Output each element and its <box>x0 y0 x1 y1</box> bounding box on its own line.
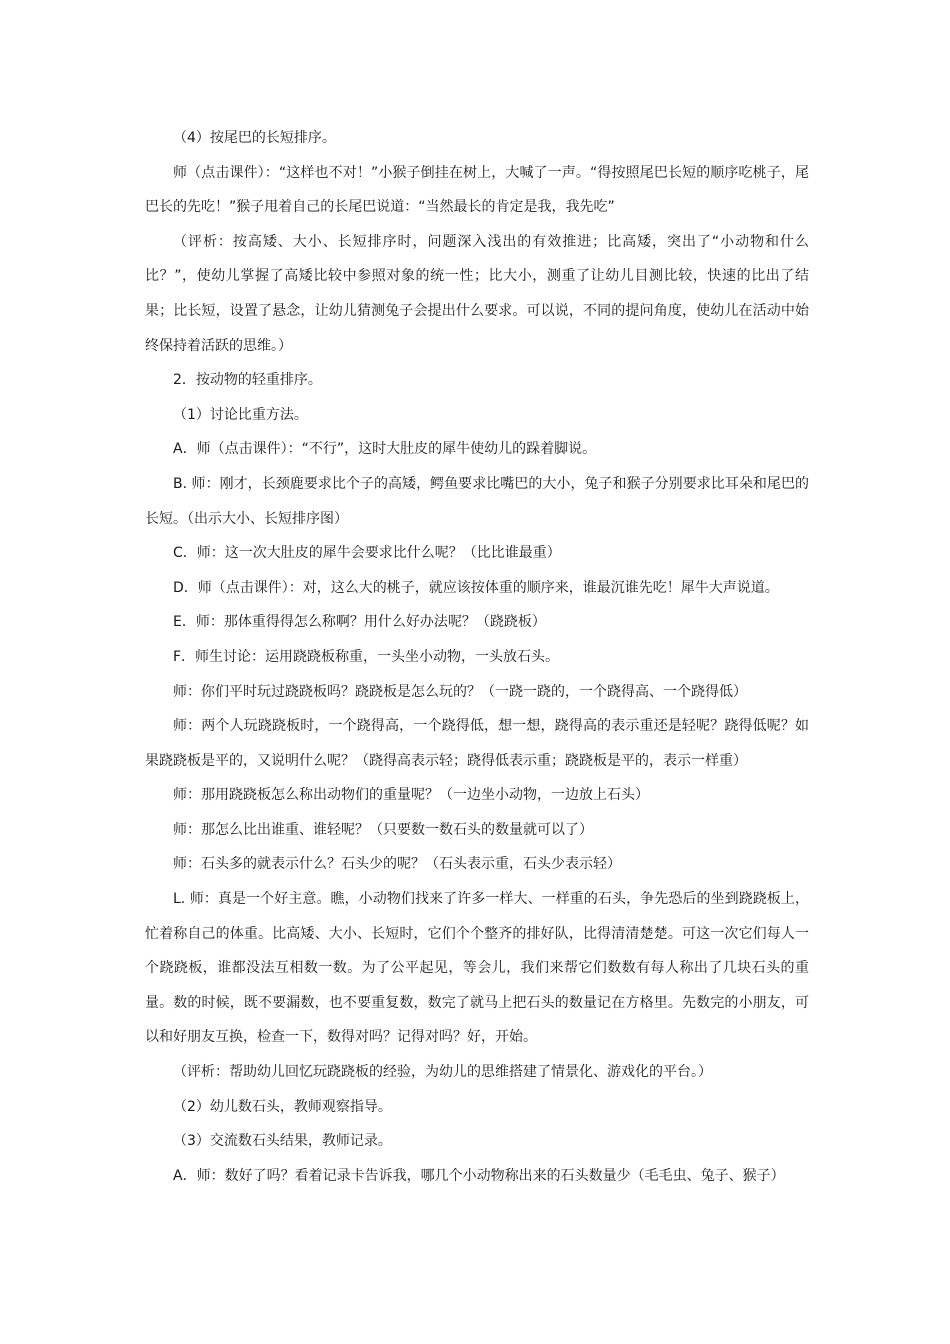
paragraph: 师：你们平时玩过跷跷板吗？跷跷板是怎么玩的？（一跷一跷的，一个跷得高、一个跷得低） <box>173 683 747 700</box>
paragraph: 2．按动物的轻重排序。 <box>173 372 322 389</box>
paragraph: A．师：数好了吗？看着记录卡告诉我，哪几个小动物称出来的石头数量少（毛毛虫、兔子、猴子） <box>173 1167 785 1184</box>
paragraph: L. 师：真是一个好主意。瞧，小动物们找来了许多一样大、一样重的石头，争先恐后的坐到跷跷板上，忙着称自己的体重。比高矮、大小、长短时，它们个个整齐的排好队，比得清清楚楚。可这一次它们每人一个跷跷板，谁都没法互相数一数。为了公平起见，等会儿，我们来帮它们数数有每人称出了几块石头的重量。数的时候，既不要漏数，也不要重复数，数完了就马上把石头的数量记在方格里。先数完的小朋友，可以和好朋友互换，检查一下，数得对吗？记得对吗？好，开始。 <box>145 891 809 1046</box>
paragraph: （1）讨论比重方法。 <box>173 406 308 423</box>
paragraph: 师（点击课件）：“这样也不对！”小猴子倒挂在树上，大喊了一声。“得按照尾巴长短的顺序吃桃子，尾巴长的先吃！”猴子甩着自己的长尾巴说道：“当然最长的肯定是我，我先吃” <box>145 164 809 216</box>
paragraph: F．师生讨论：运用跷跷板称重，一头坐小动物，一头放石头。 <box>173 648 560 665</box>
paragraph: （2）幼儿数石头，教师观察指导。 <box>173 1098 392 1115</box>
paragraph: 师：石头多的就表示什么？石头少的呢？（石头表示重，石头少表示轻） <box>173 856 621 873</box>
paragraph: D．师（点击课件）：对，这么大的桃子，就应该按体重的顺序来，谁最沉谁先吃！犀牛大声说道。 <box>173 579 779 596</box>
paragraph: （评析：按高矮、大小、长短排序时，问题深入浅出的有效推进；比高矮，突出了“小动物和什么比？”，使幼儿掌握了高矮比较中参照对象的统一性；比大小，测重了让幼儿目测比较，快速的比出了结果；比长短，设置了悬念，让幼儿猜测兔子会提出什么要求。可以说，不同的提问角度，使幼儿在活动中始终保持着活跃的思维。） <box>145 233 809 354</box>
paragraph: （评析：帮助幼儿回忆玩跷跷板的经验，为幼儿的思维搭建了情景化、游戏化的平台。） <box>173 1064 712 1081</box>
paragraph: B. 师：刚才，长颈鹿要求比个子的高矮，鳄鱼要求比嘴巴的大小，兔子和猴子分别要求比耳朵和尾巴的长短。（出示大小、长短排序图） <box>145 475 809 527</box>
paragraph: E．师：那体重得得怎么称啊？用什么好办法呢？（跷跷板） <box>173 614 546 631</box>
paragraph: 师：两个人玩跷跷板时，一个跷得高，一个跷得低，想一想，跷得高的表示重还是轻呢？跷得低呢？如果跷跷板是平的，又说明什么呢？（跷得高表示轻；跷得低表示重；跷跷板是平的，表示一样重） <box>145 718 809 769</box>
document-body <box>145 121 809 1193</box>
paragraph: 师：那怎么比出谁重、谁轻呢？（只要数一数石头的数量就可以了） <box>173 821 593 838</box>
paragraph: C．师：这一次大肚皮的犀牛会要求比什么呢？（比比谁最重） <box>173 545 561 562</box>
paragraph: A．师（点击课件）：“不行”，这时大肚皮的犀牛使幼儿的跺着脚说。 <box>173 441 597 458</box>
paragraph: （4）按尾巴的长短排序。 <box>173 130 336 146</box>
paragraph: 师：那用跷跷板怎么称出动物们的重量呢？（一边坐小动物，一边放上石头） <box>173 787 649 804</box>
paragraph: （3）交流数石头结果，教师记录。 <box>173 1133 392 1150</box>
